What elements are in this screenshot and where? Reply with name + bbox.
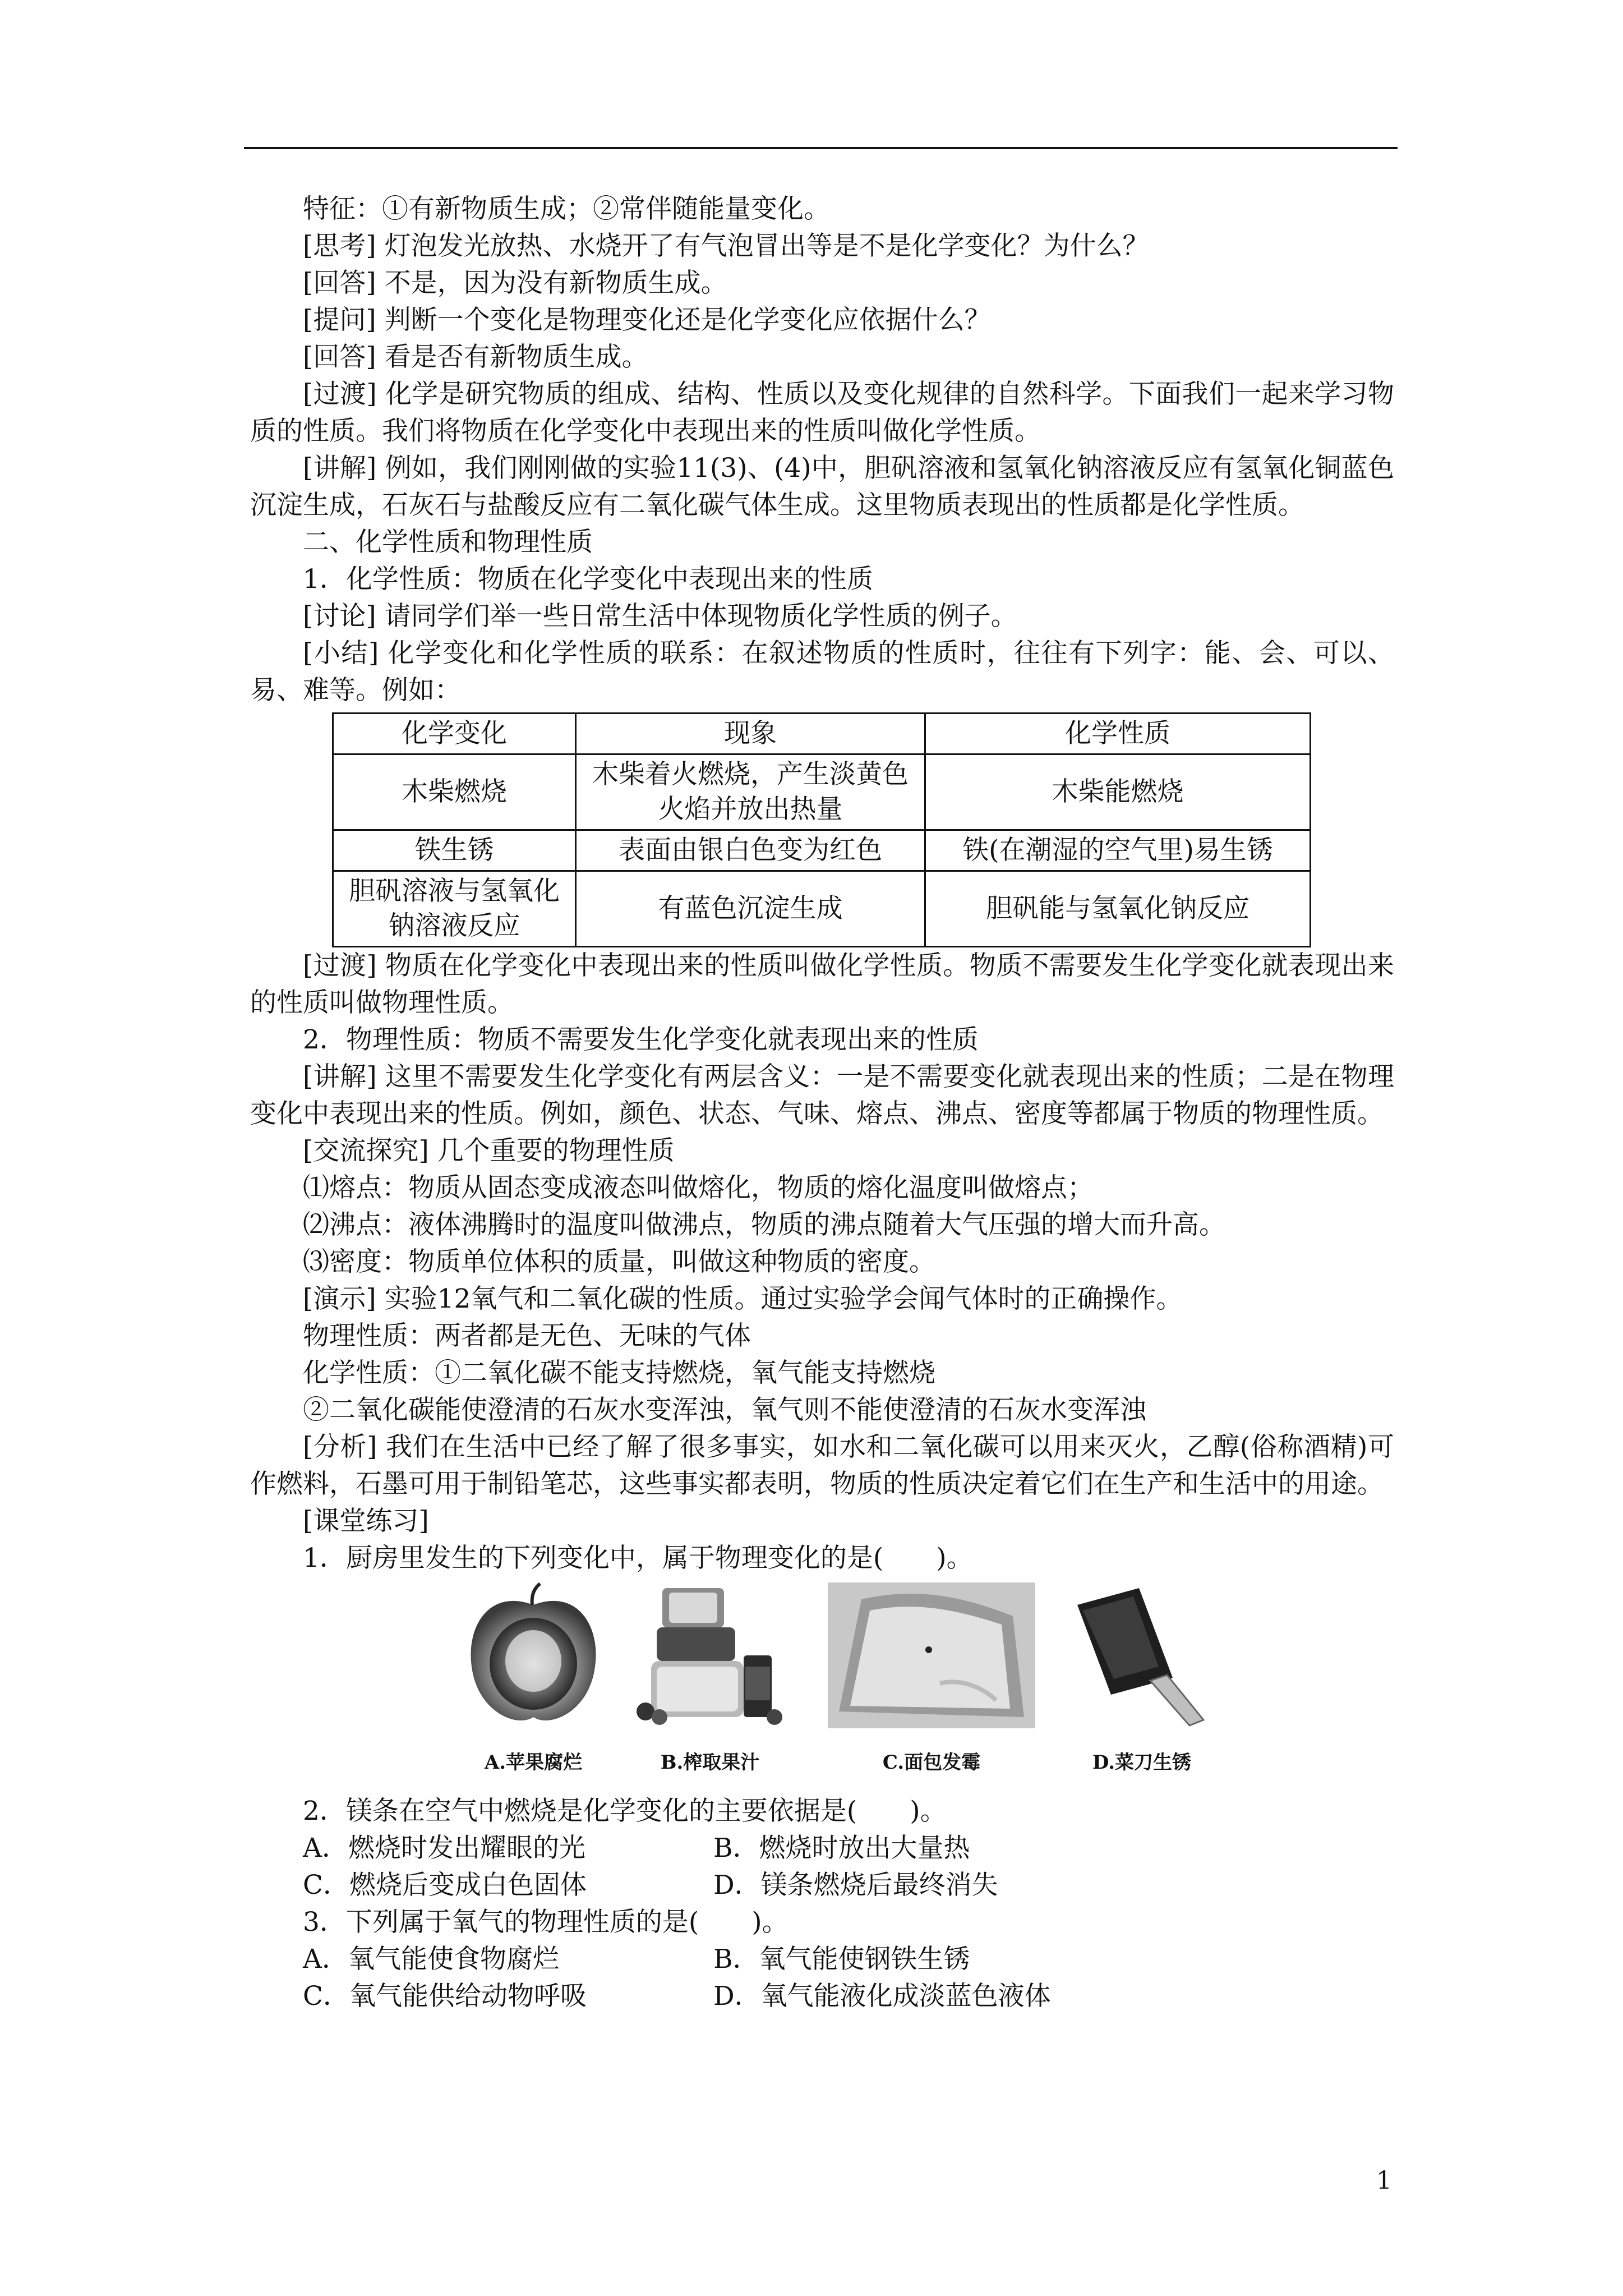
- option-a-figure: [466, 1582, 601, 1781]
- table-cell: 铁(在潮湿的空气里)易生锈: [925, 830, 1311, 871]
- transition-paragraph-1: [过渡] 化学是研究物质的组成、结构、性质以及变化规律的自然科学。下面我们一起来学习物质的性质。我们将物质在化学变化中表现出来的性质叫做化学性质。: [250, 379, 1394, 447]
- table-row: [333, 871, 1311, 947]
- table-header-cell: 化学变化: [333, 714, 576, 754]
- melting-point-line: ⑴熔点：物质从固态变成液态叫做熔化，物质的熔化温度叫做熔点；: [303, 1172, 1094, 1203]
- table-cell: 胆矾能与氢氧化钠反应: [925, 871, 1311, 947]
- discuss-line: [讨论] 请同学们举一些日常生活中体现物质化学性质的例子。: [303, 601, 1017, 632]
- table-cell: 表面由银白色变为红色: [576, 830, 925, 871]
- table-cell: 有蓝色沉淀生成: [576, 871, 925, 947]
- chemical-property-line-2: ②二氧化碳能使澄清的石灰水变浑浊，氧气则不能使澄清的石灰水变浑浊: [303, 1395, 1146, 1425]
- question-1: 1．厨房里发生的下列变化中，属于物理变化的是( )。: [303, 1543, 973, 1573]
- option-b-caption: B.榨取果汁: [660, 1751, 760, 1774]
- option-b: B．燃烧时放出大量热: [713, 1833, 970, 1864]
- section-heading-2: 二、化学性质和物理性质: [303, 527, 593, 558]
- answer-line-2: [回答] 看是否有新物质生成。: [303, 342, 648, 372]
- option-b: B．氧气能使钢铁生锈: [713, 1944, 970, 1975]
- page-number: 1: [1376, 2166, 1392, 2195]
- density-line: ⑶密度：物质单位体积的质量，叫做这种物质的密度。: [303, 1246, 935, 1277]
- table-cell: 铁生锈: [333, 830, 576, 871]
- explain-paragraph-1: [讲解] 例如，我们刚刚做的实验11(3)、(4)中，胆矾溶液和氢氧化钠溶液反应有氢氧化铜蓝色沉淀生成，石灰石与盐酸反应有二氧化碳气体生成。这里物质表现出的性质都是化学性质。: [250, 453, 1394, 521]
- juicer-image: [634, 1582, 786, 1728]
- header-rule: [244, 147, 1398, 149]
- chemical-property-line: 化学性质：①二氧化碳不能支持燃烧，氧气能支持燃烧: [303, 1358, 935, 1388]
- demo-line: [演示] 实验12氧气和二氧化碳的性质。通过实验学会闻气体时的正确操作。: [303, 1283, 1183, 1314]
- transition-paragraph-2: [过渡] 物质在化学变化中表现出来的性质叫做化学性质。物质不需要发生化学变化就表现出来的性质叫做物理性质。: [250, 950, 1394, 1018]
- question-2: 2．镁条在空气中燃烧是化学变化的主要依据是( )。: [303, 1796, 947, 1826]
- option-c-caption: C.面包发霉: [882, 1751, 981, 1774]
- option-a: A．氧气能使食物腐烂: [303, 1944, 559, 1975]
- practice-heading: [课堂练习]: [303, 1506, 429, 1536]
- question-2-options-row-1: [250, 1830, 1394, 1867]
- answer-line-1: [回答] 不是，因为没有新物质生成。: [303, 268, 727, 298]
- table-header-cell: 化学性质: [925, 714, 1311, 754]
- option-c: C．氧气能供给动物呼吸: [303, 1981, 587, 2012]
- option-b-figure: [634, 1582, 786, 1781]
- features-line: 特征：①有新物质生成；②常伴随能量变化。: [303, 194, 830, 224]
- question-3: 3．下列属于氧气的物理性质的是( )。: [303, 1907, 789, 1938]
- option-a-caption: A.苹果腐烂: [484, 1751, 583, 1774]
- chemical-property-definition: 1．化学性质：物质在化学变化中表现出来的性质: [303, 564, 873, 595]
- table-header-row: [333, 714, 1311, 754]
- think-line: [思考] 灯泡发光放热、水烧开了有气泡冒出等是不是化学变化？为什么？: [303, 231, 1149, 261]
- table-header-cell: 现象: [576, 714, 925, 754]
- rotten-apple-image: [466, 1582, 601, 1728]
- explain-paragraph-2: [讲解] 这里不需要发生化学变化有两层含义：一是不需要变化就表现出来的性质；二是在物理变化中表现出来的性质。例如，颜色、状态、气味、熔点、沸点、密度等都属于物质的物理性质。: [250, 1061, 1394, 1129]
- option-c: C．燃烧后变成白色固体: [303, 1870, 587, 1901]
- analysis-paragraph: [分析] 我们在生活中已经了解了很多事实，如水和二氧化碳可以用来灭火，乙醇(俗称酒精)可作燃料，石墨可用于制铅笔芯，这些事实都表明，物质的性质决定着它们在生产和生活中的用途。: [250, 1432, 1394, 1499]
- option-c-figure: [828, 1582, 1035, 1781]
- table-cell: 胆矾溶液与氢氧化钠溶液反应: [333, 871, 576, 947]
- ask-line: [提问] 判断一个变化是物理变化还是化学变化应依据什么？: [303, 305, 991, 335]
- option-a: A．燃烧时发出耀眼的光: [303, 1833, 585, 1864]
- physical-property-line: 物理性质：两者都是无色、无味的气体: [303, 1320, 751, 1351]
- option-d: D．氧气能液化成淡蓝色液体: [713, 1981, 1051, 2012]
- explore-line: [交流探究] 几个重要的物理性质: [303, 1135, 675, 1166]
- document-body: [250, 191, 1394, 2015]
- summary-paragraph: [小结] 化学变化和化学性质的联系：在叙述物质的性质时，往往有下列字：能、会、可以、易、难等。例如：: [250, 638, 1394, 706]
- option-d-caption: D.菜刀生锈: [1092, 1751, 1192, 1774]
- table-cell: 木柴燃烧: [333, 754, 576, 830]
- boiling-point-line: ⑵沸点：液体沸腾时的温度叫做沸点，物质的沸点随着大气压强的增大而升高。: [303, 1209, 1225, 1240]
- table-cell: 木柴能燃烧: [925, 754, 1311, 830]
- question-3-options-row-1: [250, 1941, 1394, 1978]
- physical-property-definition: 2．物理性质：物质不需要发生化学变化就表现出来的性质: [303, 1024, 979, 1055]
- question-1-images: [250, 1582, 1394, 1793]
- option-d-figure: [1066, 1582, 1218, 1781]
- table-cell: 木柴着火燃烧，产生淡黄色火焰并放出热量: [576, 754, 925, 830]
- option-d: D．镁条燃烧后最终消失: [713, 1870, 998, 1901]
- moldy-bread-image: [828, 1582, 1035, 1728]
- question-3-options-row-2: [250, 1978, 1394, 2015]
- table-row: [333, 830, 1311, 871]
- rusty-cleaver-image: [1066, 1582, 1218, 1728]
- question-2-options-row-2: [250, 1867, 1394, 1904]
- chemical-change-table: [332, 712, 1311, 947]
- table-row: [333, 754, 1311, 830]
